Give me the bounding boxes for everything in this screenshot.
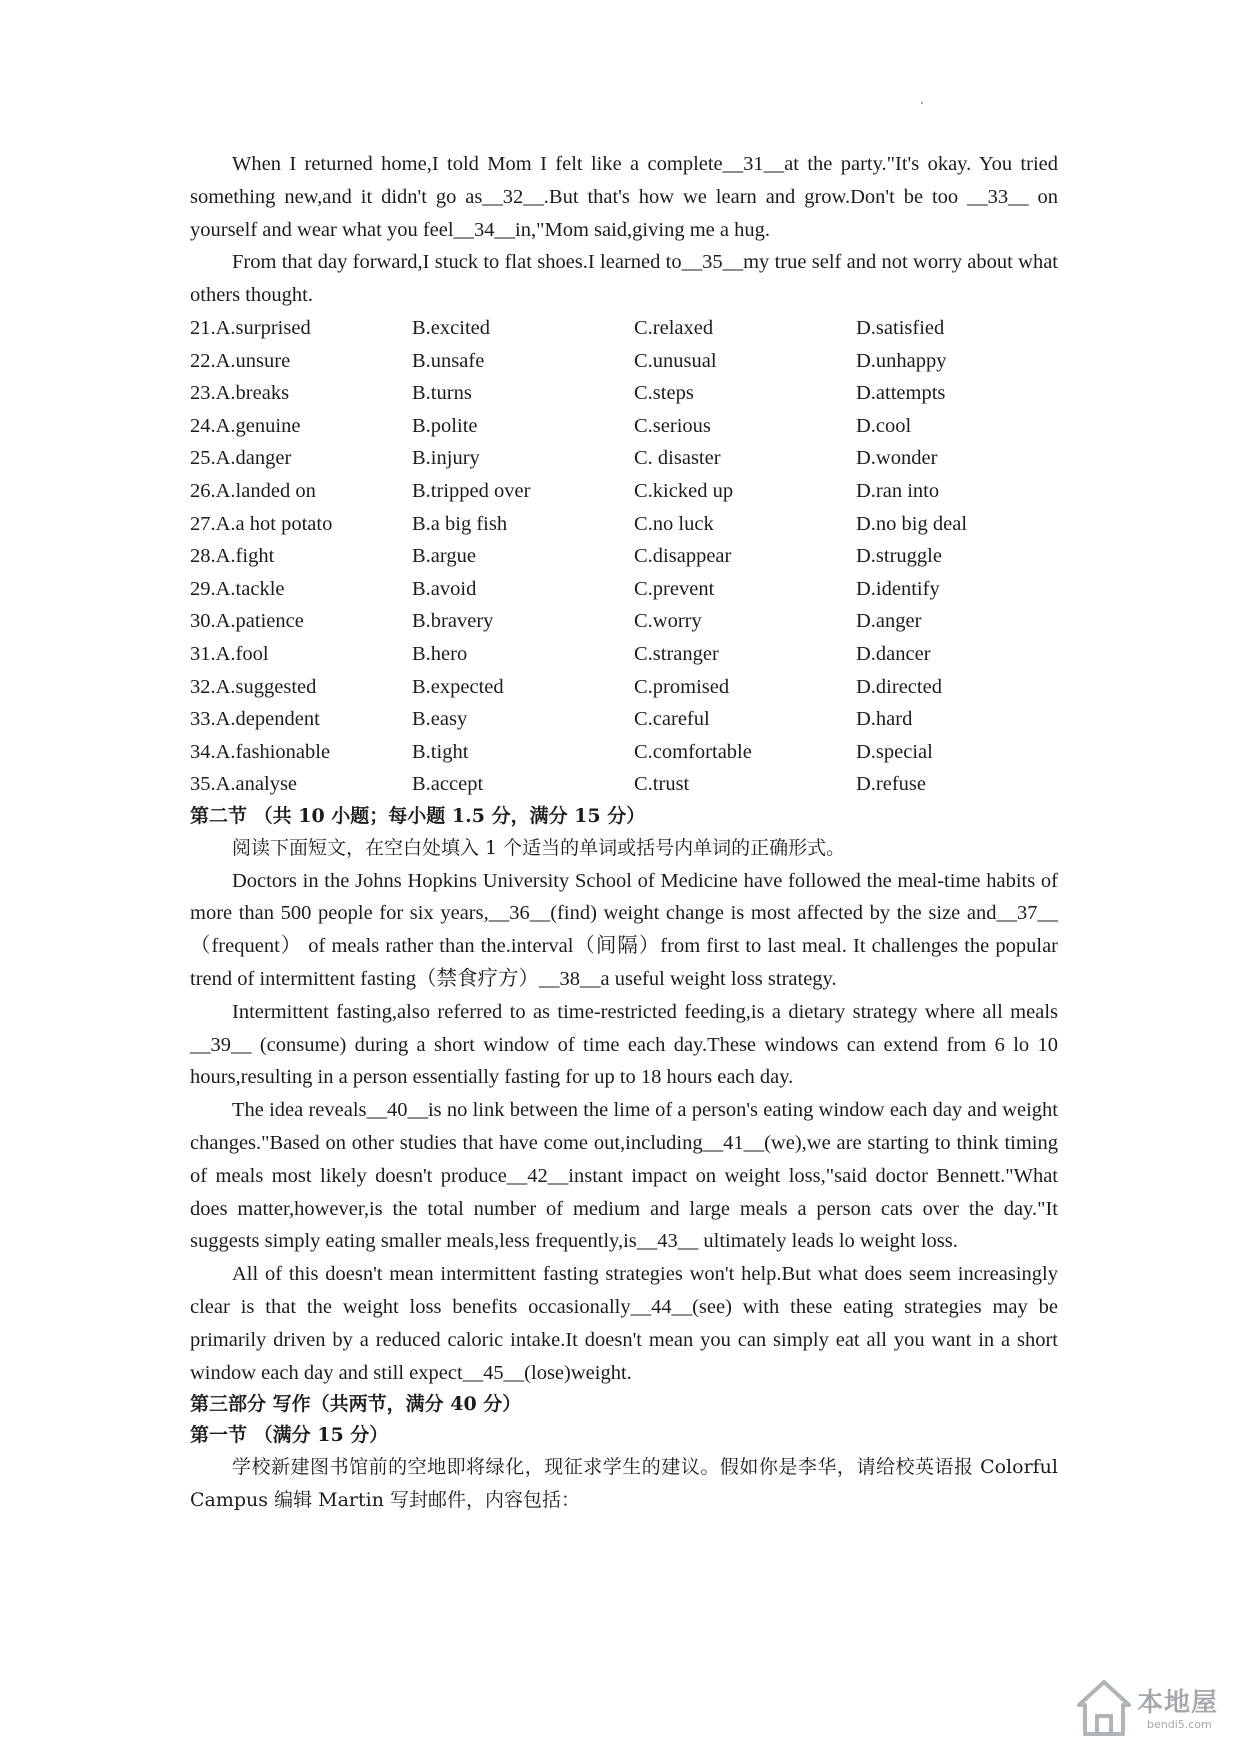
option-choice: 25.A.danger	[190, 447, 292, 470]
option-choice: D.wonder	[856, 447, 938, 470]
option-row	[190, 671, 1058, 704]
house-logo-icon	[1075, 1678, 1133, 1740]
option-choice: D.hard	[856, 708, 913, 731]
option-choice: 28.A.fight	[190, 545, 275, 568]
option-row	[190, 312, 1058, 345]
cloze-options	[190, 312, 1058, 801]
option-row	[190, 442, 1058, 475]
option-choice: 26.A.landed on	[190, 479, 316, 502]
section2-instruction: 阅读下面短文，在空白处填入 1 个适当的单词或括号内单词的正确形式。	[232, 836, 846, 859]
option-choice: C.serious	[634, 414, 711, 437]
grammar-paragraph-3: The idea reveals__40__is no link between the lime of a person's eating window each day and weight changes."Based on other studies that have come out,including__41__(we),we are starting to think timing of meals most likely doesn't produce__42__instant impact on weight loss,"said doctor Bennett."What does matter,however,is the total number of medium and large meals a person cats over the day."It suggests simply eating smaller meals,less frequently,is__43__ ultimately leads lo weight loss.	[190, 1099, 1058, 1253]
option-choice: B.bravery	[412, 610, 494, 633]
option-choice: C.trust	[634, 773, 690, 796]
option-choice: B.accept	[412, 773, 484, 796]
watermark-text: 本地屋	[1137, 1688, 1219, 1718]
option-choice: C.disappear	[634, 545, 732, 568]
option-choice: D.no big deal	[856, 512, 968, 535]
grammar-paragraph-1: Doctors in the Johns Hopkins University School of Medicine have followed the meal-time habits of more than 500 people for six years,__36__(find) weight change is most affected by the size and__37__（frequent） of meals rather than the.interval（间隔）from first to last meal. It challenges the popular trend of intermittent fasting（禁食疗方）__38__a useful weight loss strategy.	[190, 869, 1058, 991]
writing-prompt: 学校新建图书馆前的空地即将绿化，现征求学生的建议。假如你是李华，请给校英语报 Colorful Campus 编辑 Martin 写封邮件，内容包括：	[190, 1456, 1058, 1512]
option-choice: D.special	[856, 740, 933, 763]
option-choice: B.hero	[412, 642, 468, 665]
option-choice: C.unusual	[634, 349, 717, 372]
option-choice: B.injury	[412, 447, 480, 470]
option-choice: 35.A.analyse	[190, 773, 298, 796]
option-row	[190, 573, 1058, 606]
option-choice: D.refuse	[856, 773, 927, 796]
option-choice: B.argue	[412, 545, 476, 568]
option-choice: C.steps	[634, 382, 694, 405]
option-choice: D.unhappy	[856, 349, 947, 372]
option-choice: C.stranger	[634, 642, 719, 665]
option-choice: D.identify	[856, 577, 940, 600]
grammar-paragraph-2: Intermittent fasting,also referred to as time-restricted feeding,is a dietary strategy where all meals __39__ (consume) during a short window of time each day.These windows can extend from 6 lo 10 hours,resulting in a person essentially fasting for up to 18 hours each day.	[190, 1000, 1058, 1089]
option-choice: B.polite	[412, 414, 478, 437]
option-choice: B.tripped over	[412, 479, 531, 502]
scan-speck	[921, 102, 923, 104]
option-choice: 22.A.unsure	[190, 349, 291, 372]
option-choice: B.tight	[412, 740, 469, 763]
option-choice: C.comfortable	[634, 740, 752, 763]
option-choice: B.excited	[412, 316, 490, 339]
option-choice: D.dancer	[856, 642, 931, 665]
option-choice: C.kicked up	[634, 479, 734, 502]
site-watermark	[1075, 1676, 1235, 1746]
section2-heading: 第二节 （共 10 小题；每小题 1.5 分，满分 15 分）	[190, 804, 646, 827]
option-choice: 29.A.tackle	[190, 577, 285, 600]
option-choice: C.promised	[634, 675, 730, 698]
option-row	[190, 768, 1058, 801]
option-choice: C.no luck	[634, 512, 714, 535]
part3-heading: 第三部分 写作（共两节，满分 40 分）	[190, 1393, 522, 1416]
option-row	[190, 638, 1058, 671]
option-choice: 23.A.breaks	[190, 382, 290, 405]
option-row	[190, 345, 1058, 378]
option-choice: D.anger	[856, 610, 922, 633]
passage-paragraph-2: From that day forward,I stuck to flat shoes.I learned to__35__my true self and not worry about what others thought.	[190, 251, 1058, 307]
option-choice: 33.A.dependent	[190, 708, 320, 731]
option-choice: B.expected	[412, 675, 504, 698]
option-choice: B.a big fish	[412, 512, 508, 535]
grammar-paragraph-4: All of this doesn't mean intermittent fasting strategies won't help.But what does seem increasingly clear is that the weight loss benefits occasionally__44__(see) with these eating strategies may be primarily driven by a reduced caloric intake.It doesn't mean you can simply eat all you want in a short window each day and still expect__45__(lose)weight.	[190, 1263, 1058, 1384]
option-choice: 24.A.genuine	[190, 414, 301, 437]
part3-section1-heading: 第一节 （满分 15 分）	[190, 1424, 389, 1447]
option-row	[190, 736, 1058, 769]
option-choice: C.worry	[634, 610, 702, 633]
option-choice: C.prevent	[634, 577, 715, 600]
option-choice: 34.A.fashionable	[190, 740, 331, 763]
option-row	[190, 410, 1058, 443]
option-choice: D.attempts	[856, 382, 946, 405]
option-choice: D.satisfied	[856, 316, 945, 339]
option-choice: D.ran into	[856, 479, 940, 502]
option-choice: 21.A.surprised	[190, 316, 311, 339]
option-choice: 32.A.suggested	[190, 675, 317, 698]
option-choice: D.struggle	[856, 545, 942, 568]
option-choice: 27.A.a hot potato	[190, 512, 333, 535]
option-row	[190, 703, 1058, 736]
option-choice: B.avoid	[412, 577, 477, 600]
option-choice: B.unsafe	[412, 349, 485, 372]
option-choice: 30.A.patience	[190, 610, 304, 633]
option-row	[190, 508, 1058, 541]
option-choice: C. disaster	[634, 447, 721, 470]
option-choice: D.cool	[856, 414, 912, 437]
option-choice: 31.A.fool	[190, 642, 269, 665]
option-choice: B.turns	[412, 382, 472, 405]
option-choice: D.directed	[856, 675, 942, 698]
option-choice: C.careful	[634, 708, 710, 731]
option-row	[190, 605, 1058, 638]
option-choice: C.relaxed	[634, 316, 714, 339]
passage-paragraph-1: When I returned home,I told Mom I felt like a complete__31__at the party."It's okay. You tried something new,and it didn't go as__32__.But that's how we learn and grow.Don't be too __33__ on yourself and wear what you feel__34__in,"Mom said,giving me a hug.	[190, 153, 1058, 241]
exam-page	[190, 148, 1058, 1517]
option-row	[190, 377, 1058, 410]
option-row	[190, 475, 1058, 508]
option-row	[190, 540, 1058, 573]
option-choice: B.easy	[412, 708, 468, 731]
watermark-url: bendi5.com	[1147, 1718, 1212, 1731]
